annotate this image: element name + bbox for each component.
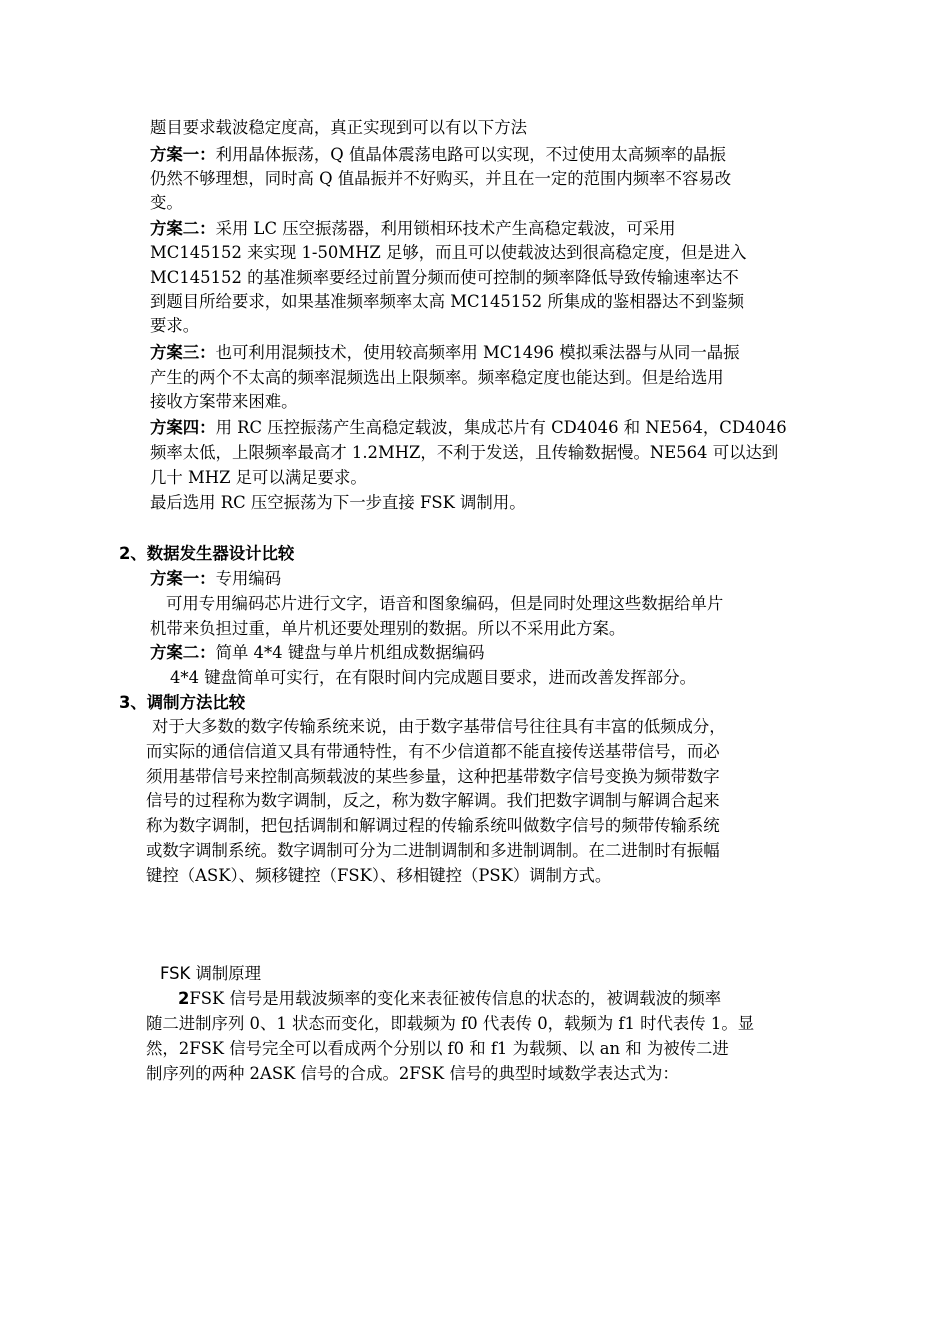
option-text: 利用晶体振荡，Q 值晶体震荡电路可以实现，不过使用太高频率的晶振 [215,145,726,164]
datagen-option-2 [150,641,810,665]
option-label: 方案二： [150,643,216,662]
option-label: 方案三： [150,343,216,362]
intro-line: 题目要求载波稳定度高，真正实现到可以有以下方法 [150,118,527,137]
section-heading-2: 2、数据发生器设计比较 [119,544,295,563]
text-line: 信号的过程称为数字调制，反之，称为数字解调。我们把数字调制与解调合起来 [146,791,720,810]
carrier-option-4 [150,416,810,440]
text-line: 机带来负担过重，单片机还要处理别的数据。所以不采用此方案。 [150,619,626,638]
text-line: 而实际的通信信道又具有带通特性，有不少信道都不能直接传送基带信号，而必 [146,742,720,761]
text-line: 对于大多数的数字传输系统来说，由于数字基带信号往往具有丰富的低频成分， [152,717,726,736]
carrier-option-1 [150,143,810,167]
option-label: 方案二： [150,219,216,238]
option-text: 采用 LC 压空振荡器，利用锁相环技术产生高稳定载波，可采用 [215,219,676,238]
text-line: 到题目所给要求，如果基准频率频率太高 MC145152 所集成的鉴相器达不到鉴频 [150,292,745,311]
fsk-title: FSK 调制原理 [160,964,262,983]
text-line: 4*4 键盘简单可实行，在有限时间内完成题目要求，进而改善发挥部分。 [170,668,696,687]
text-line: 产生的两个不太高的频率混频选出上限频率。频率稳定度也能达到。但是给选用 [150,368,724,387]
option-text: 也可利用混频技术，使用较高频率用 MC1496 模拟乘法器与从同一晶振 [215,343,740,362]
option-label: 方案四： [150,418,216,437]
text-line: 须用基带信号来控制高频载波的某些参量，这种把基带数字信号变换为频带数字 [146,767,720,786]
text-line: 键控（ASK）、频移键控（FSK）、移相键控（PSK）调制方式。 [146,866,612,885]
text-line: 频率太低，上限频率最高才 1.2MHZ，不利于发送，且传输数据慢。NE564 可以达到 [150,443,779,462]
option-title: 简单 4*4 键盘与单片机组成数据编码 [215,643,485,662]
datagen-option-1 [150,567,810,591]
text-line: 随二进制序列 0、1 状态而变化，即载频为 f0 代表传 0，载频为 f1 时代表传 1。显 [146,1014,755,1033]
text-line: 或数字调制系统。数字调制可分为二进制调制和多进制调制。在二进制时有振幅 [146,841,720,860]
carrier-option-2 [150,217,810,241]
text-line: 仍然不够理想，同时高 Q 值晶振并不好购买，并且在一定的范围内频率不容易改 [150,169,732,188]
text-line: 变。 [150,193,183,212]
option-label: 方案一： [150,145,216,164]
option-label: 方案一： [150,569,216,588]
option-text: 用 RC 压控振荡产生高稳定载波，集成芯片有 CD4046 和 NE564，CD4046 [215,418,787,437]
text-line: 称为数字调制，把包括调制和解调过程的传输系统叫做数字信号的频带传输系统 [146,816,720,835]
text-line: 制序列的两种 2ASK 信号的合成。2FSK 信号的典型时域数学表达式为： [146,1064,679,1083]
text-line: MC145152 的基准频率要经过前置分频而使可控制的频率降低导致传输速率达不 [150,268,739,287]
section-heading-3: 3、调制方法比较 [119,693,246,712]
text-line: 几十 MHZ 足可以满足要求。 [150,468,367,487]
carrier-option-3 [150,341,810,365]
option-title: 专用编码 [215,569,282,588]
text-line: 然，2FSK 信号完全可以看成两个分别以 f0 和 f1 为载频、以 an 和 为被传二进 [146,1039,729,1058]
text-line: MC145152 来实现 1-50MHZ 足够，而且可以使载波达到很高稳定度，但是进入 [150,243,747,262]
text-line: 接收方案带来困难。 [150,392,298,411]
fsk-line-1: 2FSK 信号是用载波频率的变化来表征被传信息的状态的，被调载波的频率 [178,989,722,1008]
text-line: 要求。 [150,316,200,335]
text-line: 可用专用编码芯片进行文字，语音和图象编码，但是同时处理这些数据给单片 [166,594,724,613]
conclusion-line: 最后选用 RC 压空振荡为下一步直接 FSK 调制用。 [150,493,526,512]
